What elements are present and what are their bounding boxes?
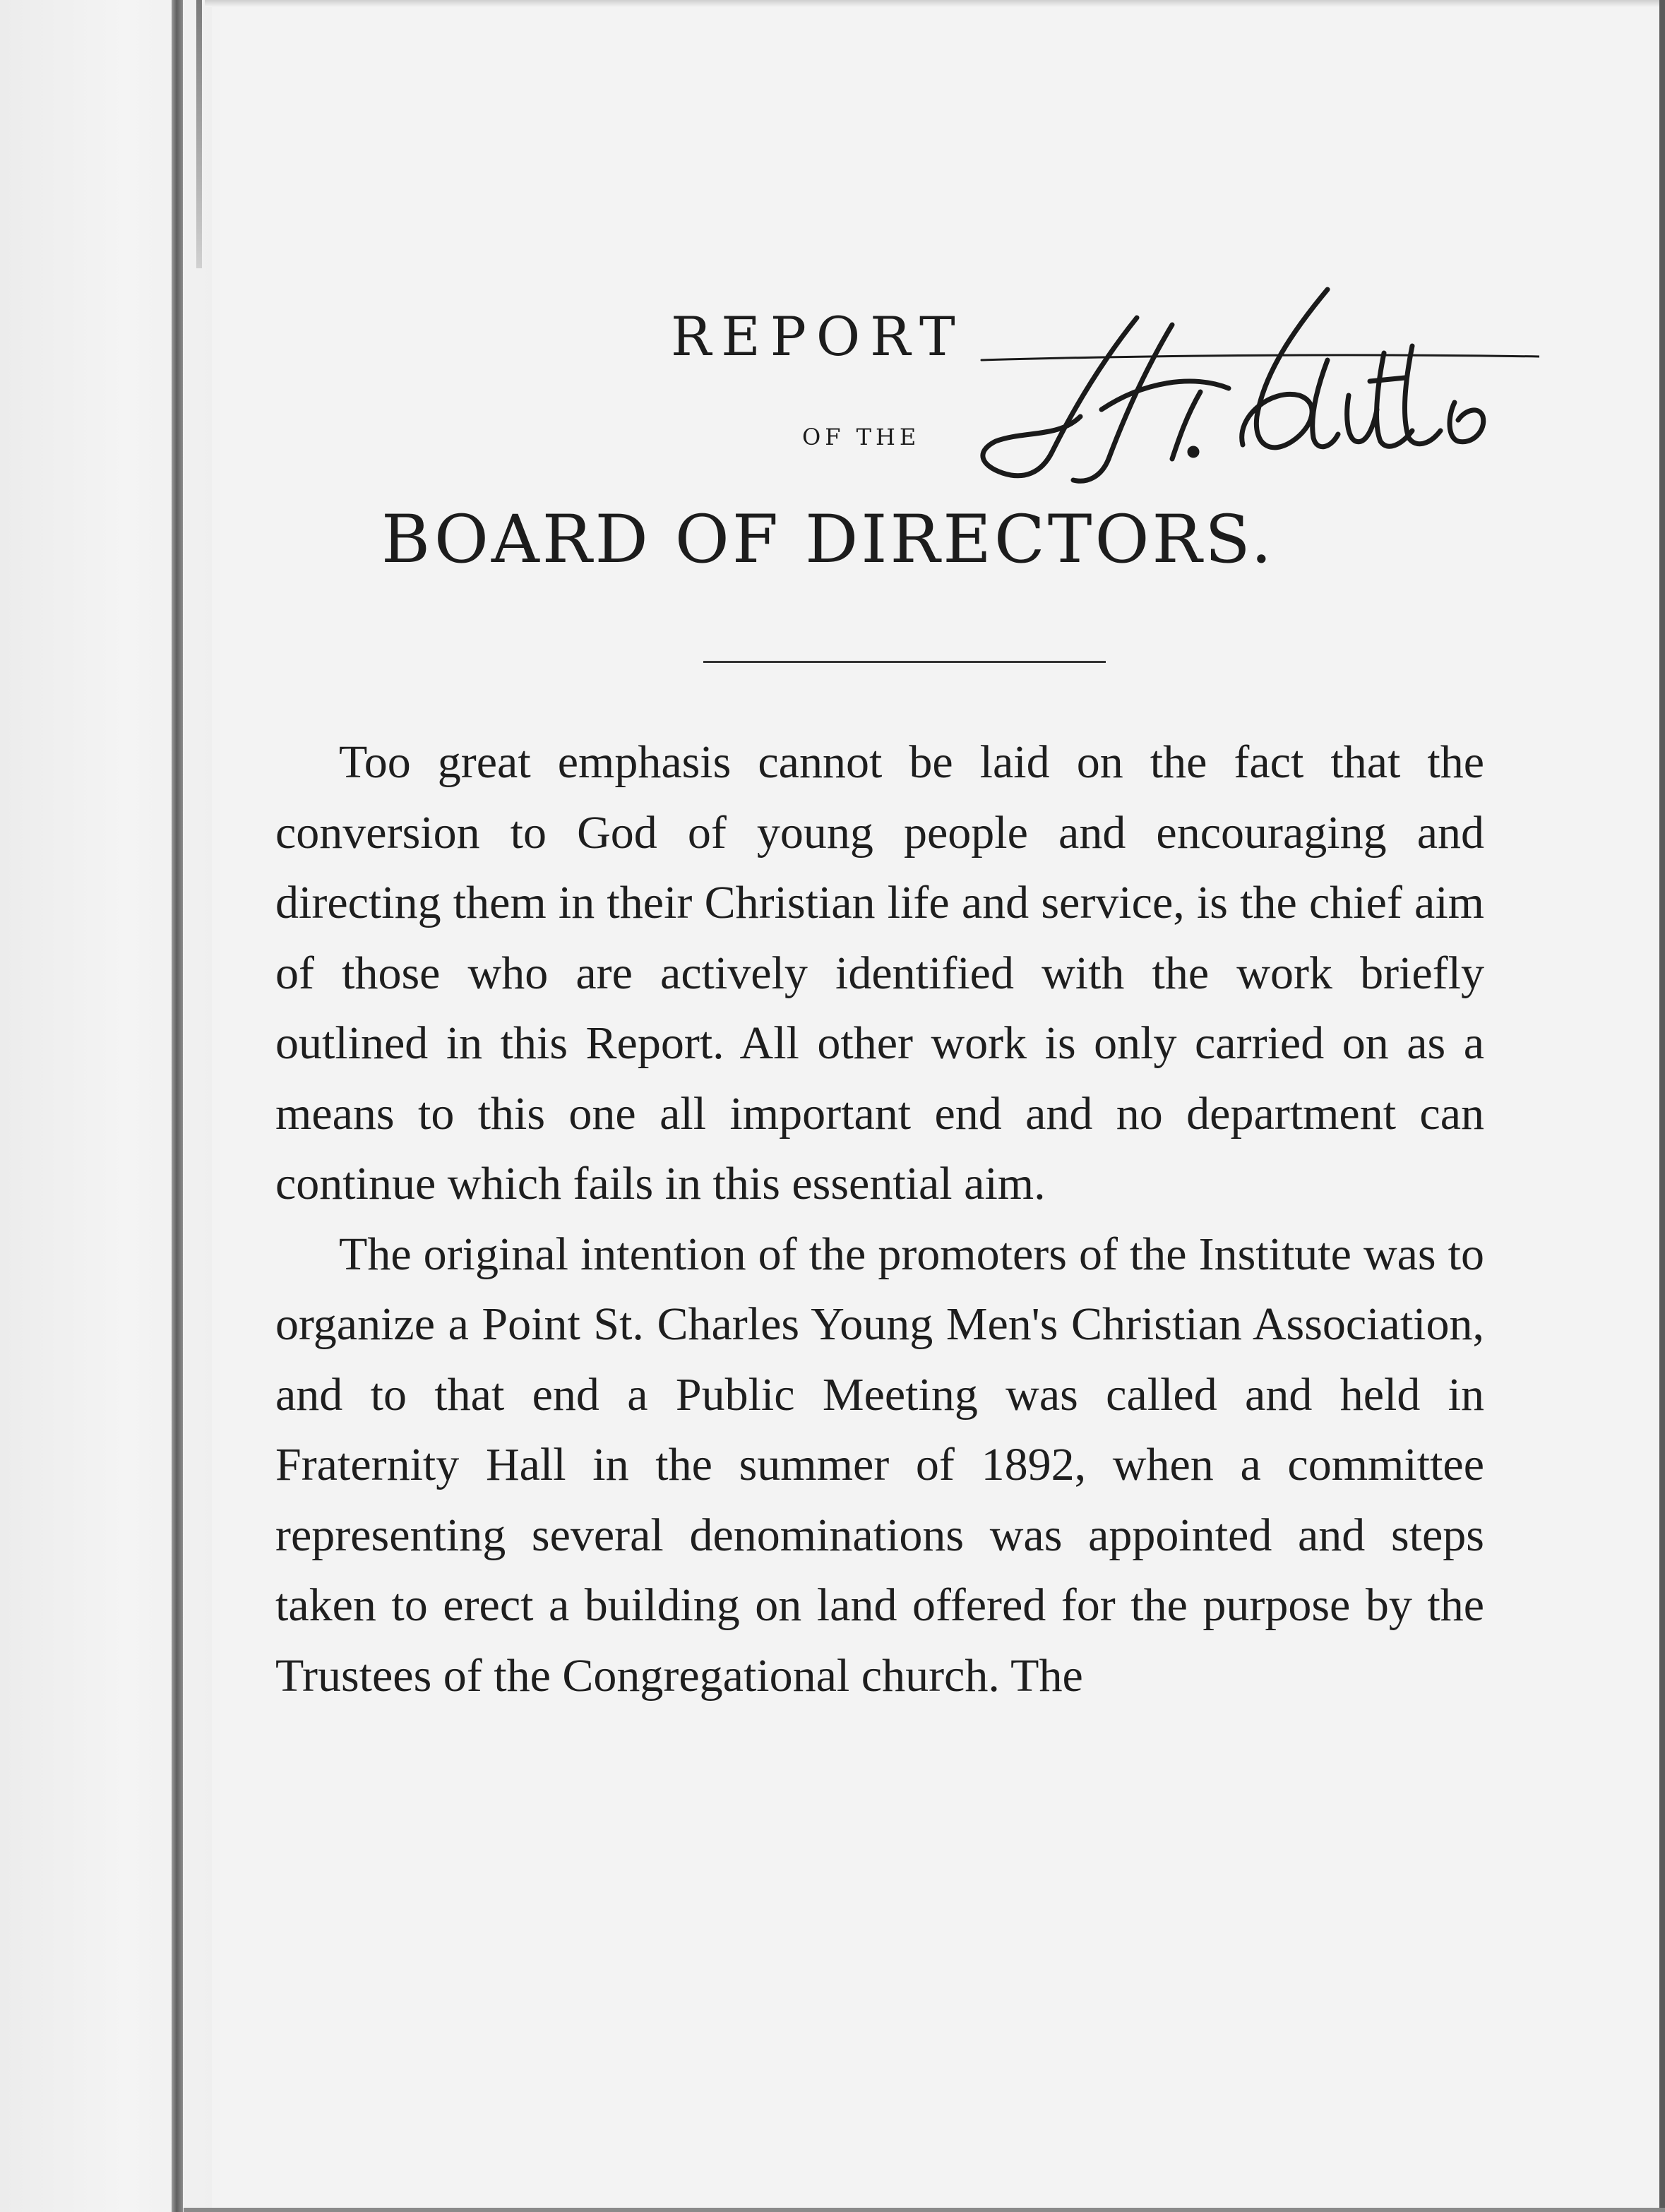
heading-report: REPORT <box>671 305 965 368</box>
binding-shadow <box>196 0 202 268</box>
paragraph-1: Too great emphasis cannot be laid on the fact that the conversion to God of young people and encouraging and directing them in their Christian life and service, is the chief aim of those who are actively identified with the work briefly outlined in this Report. All other work is only carried on as a means to this one all important end and no department can continue which fails in this essential aim. <box>275 736 1484 1209</box>
body-text <box>275 727 1484 1711</box>
paragraph-2: The original intention of the promoters of the Institute was to organize a Point St. Charles Young Men's Christian Association, and to that end a Public Meeting was called and held in Fraternity Hall in the summer of 1892, when a committee representing several denominations was appointed and steps taken to erect a building on land offered for the purpose by the Trustees of the Congregational church. The <box>275 1228 1484 1702</box>
page-right-edge <box>1659 0 1665 2212</box>
handwritten-signature <box>960 275 1539 508</box>
heading-board-of-directors: BOARD OF DIRECTORS. <box>381 501 1275 578</box>
binding-edge <box>172 0 183 2212</box>
heading-of-the: OF THE <box>802 424 921 450</box>
section-divider <box>703 661 1106 663</box>
page-top-edge <box>205 0 1659 7</box>
page-bottom-edge <box>184 2208 1665 2212</box>
